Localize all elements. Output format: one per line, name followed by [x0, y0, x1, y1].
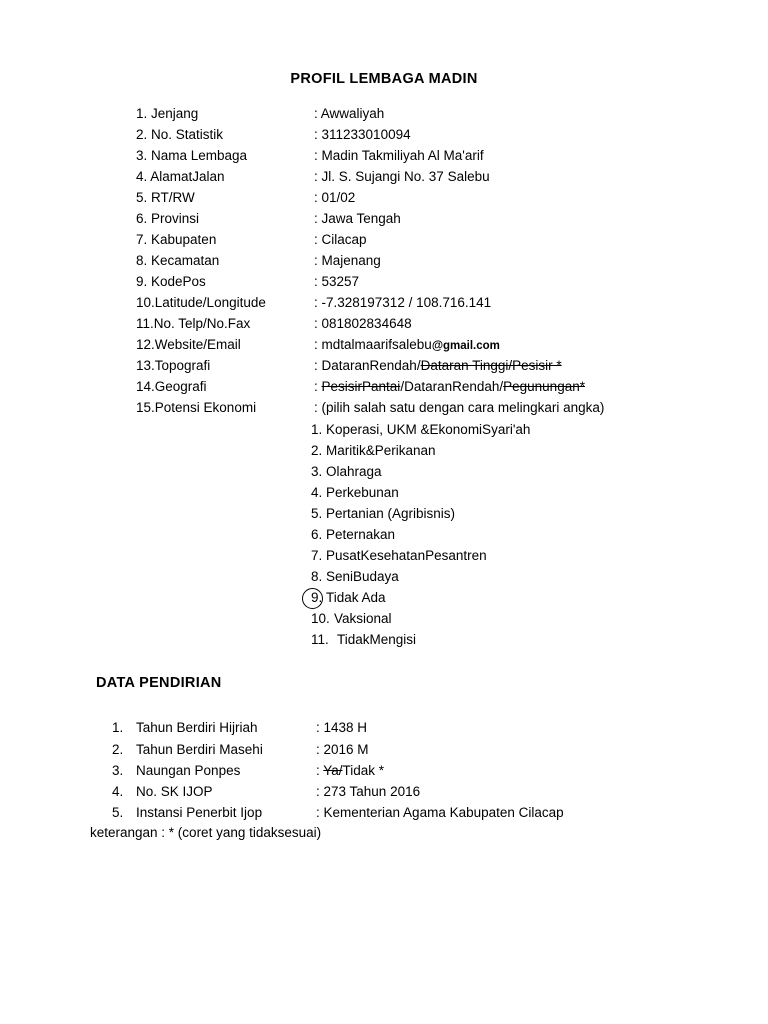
option-number: 7.	[311, 548, 323, 563]
field-label: 15.Potensi Ekonomi	[136, 400, 257, 415]
field-value: : Majenang	[314, 253, 381, 268]
option-number: 1.	[311, 422, 323, 437]
field-label: 13.Topografi	[136, 358, 211, 373]
geografi-struck-2: Pegunungan*	[503, 379, 585, 394]
field-value: : 2016 M	[316, 742, 369, 757]
field-value	[314, 335, 500, 356]
selection-circle	[302, 588, 323, 609]
value-selected: Tidak *	[342, 763, 385, 778]
field-value: : 53257	[314, 274, 360, 289]
option-text: Koperasi, UKM &EkonomiSyari'ah	[326, 422, 531, 437]
field-value: : 081802834648	[314, 316, 412, 331]
page-title: PROFIL LEMBAGA MADIN	[290, 71, 478, 87]
option-text: Olahraga	[326, 464, 382, 479]
field-label: 1. Jenjang	[136, 106, 199, 121]
potensi-option	[0, 462, 768, 482]
potensi-option	[0, 546, 768, 566]
field-instruction: : (pilih salah satu dengan cara melingkari angka)	[314, 400, 605, 415]
field-value: : 01/02	[314, 190, 356, 205]
field-value: : -7.328197312 / 108.716.141	[314, 295, 492, 310]
option-number: 10.	[311, 611, 330, 626]
option-text: Pertanian (Agribisnis)	[326, 506, 456, 521]
profile-row-jenjang	[0, 104, 768, 124]
profile-row-geografi	[0, 377, 768, 397]
field-value: : Jawa Tengah	[314, 211, 401, 226]
pendirian-row-sk-ijop	[0, 782, 768, 802]
field-value: : 273 Tahun 2016	[316, 784, 421, 799]
geografi-prefix: :	[314, 379, 322, 394]
potensi-option	[0, 567, 768, 587]
field-label: 11.No. Telp/No.Fax	[136, 316, 251, 331]
field-value: : Madin Takmiliyah Al Ma'arif	[314, 148, 484, 163]
field-value: : Kementerian Agama Kabupaten Cilacap	[316, 805, 564, 820]
option-number: 6.	[311, 527, 323, 542]
field-label: Tahun Berdiri Masehi	[136, 742, 263, 757]
field-label: 8. Kecamatan	[136, 253, 220, 268]
field-label: 9. KodePos	[136, 274, 206, 289]
topografi-selected: : DataranRendah/	[314, 358, 421, 373]
option-number: 11.	[311, 632, 329, 647]
option-text: TidakMengisi	[337, 632, 417, 647]
topografi-struck: Dataran Tinggi/Pesisir *	[420, 358, 562, 373]
profile-row-topografi	[0, 356, 768, 376]
option-number: 2.	[311, 443, 323, 458]
value-prefix: :	[316, 763, 324, 778]
profile-row-lat-long	[0, 293, 768, 313]
field-label: 12.Website/Email	[136, 337, 241, 352]
profile-row-kecamatan	[0, 251, 768, 271]
geografi-struck-1: PesisirPantai	[321, 379, 401, 394]
profile-row-provinsi	[0, 209, 768, 229]
field-label: Instansi Penerbit Ijop	[136, 805, 263, 820]
field-value: : 1438 H	[316, 720, 368, 735]
option-text: Perkebunan	[326, 485, 399, 500]
profile-row-kodepos	[0, 272, 768, 292]
option-text: Vaksional	[334, 611, 392, 626]
field-value: : Awwaliyah	[314, 106, 385, 121]
profile-row-no-statistik	[0, 125, 768, 145]
pendirian-row-hijriah	[0, 718, 768, 738]
potensi-option	[0, 630, 768, 650]
option-number: 3.	[311, 464, 323, 479]
row-number: 4.	[112, 784, 124, 799]
profile-row-nama-lembaga	[0, 146, 768, 166]
field-label: 14.Geografi	[136, 379, 207, 394]
profile-row-rt-rw	[0, 188, 768, 208]
potensi-option	[0, 420, 768, 440]
pendirian-row-naungan-ponpes	[0, 761, 768, 781]
profile-row-potensi-ekonomi	[0, 398, 768, 418]
email-domain: @gmail.com	[431, 340, 500, 352]
pendirian-row-instansi	[0, 803, 768, 823]
potensi-option	[0, 609, 768, 629]
value-struck: Ya/	[323, 763, 343, 778]
option-number: 4.	[311, 485, 323, 500]
potensi-option	[0, 504, 768, 524]
field-label: Tahun Berdiri Hijriah	[136, 720, 258, 735]
potensi-option	[0, 483, 768, 503]
potensi-option-selected	[0, 588, 768, 608]
field-label: 2. No. Statistik	[136, 127, 224, 142]
option-number: 5.	[311, 506, 323, 521]
field-label: 4. AlamatJalan	[136, 169, 225, 184]
geografi-selected: /DataranRendah/	[400, 379, 504, 394]
field-value: : 311233010094	[314, 127, 411, 142]
option-number: 9.	[311, 590, 323, 605]
field-label: Naungan Ponpes	[136, 763, 241, 778]
option-text: Maritik&Perikanan	[326, 443, 436, 458]
section-title-data-pendirian: DATA PENDIRIAN	[96, 675, 222, 691]
pendirian-row-masehi	[0, 740, 768, 760]
row-number: 1.	[112, 720, 124, 735]
option-number: 8.	[311, 569, 323, 584]
option-text: Tidak Ada	[326, 590, 386, 605]
profile-row-alamat	[0, 167, 768, 187]
field-value	[316, 761, 384, 781]
field-value: : Jl. S. Sujangi No. 37 Salebu	[314, 169, 490, 184]
row-number: 3.	[112, 763, 124, 778]
potensi-option	[0, 525, 768, 545]
profile-row-website-email	[0, 335, 768, 355]
potensi-option	[0, 441, 768, 461]
footnote-keterangan: keterangan : * (coret yang tidaksesuai)	[90, 825, 322, 840]
field-label: No. SK IJOP	[136, 784, 213, 799]
field-value	[314, 377, 585, 397]
field-value	[314, 356, 562, 376]
row-number: 5.	[112, 805, 124, 820]
option-text: Peternakan	[326, 527, 396, 542]
profile-row-telp-fax	[0, 314, 768, 334]
field-label: 7. Kabupaten	[136, 232, 217, 247]
field-label: 5. RT/RW	[136, 190, 195, 205]
profile-row-kabupaten	[0, 230, 768, 250]
field-label: 10.Latitude/Longitude	[136, 295, 266, 310]
row-number: 2.	[112, 742, 124, 757]
option-text: PusatKesehatanPesantren	[326, 548, 487, 563]
field-value: : Cilacap	[314, 232, 367, 247]
field-label: 6. Provinsi	[136, 211, 200, 226]
email-local: : mdtalmaarifsalebu	[314, 337, 432, 352]
field-label: 3. Nama Lembaga	[136, 148, 248, 163]
option-text: SeniBudaya	[326, 569, 399, 584]
